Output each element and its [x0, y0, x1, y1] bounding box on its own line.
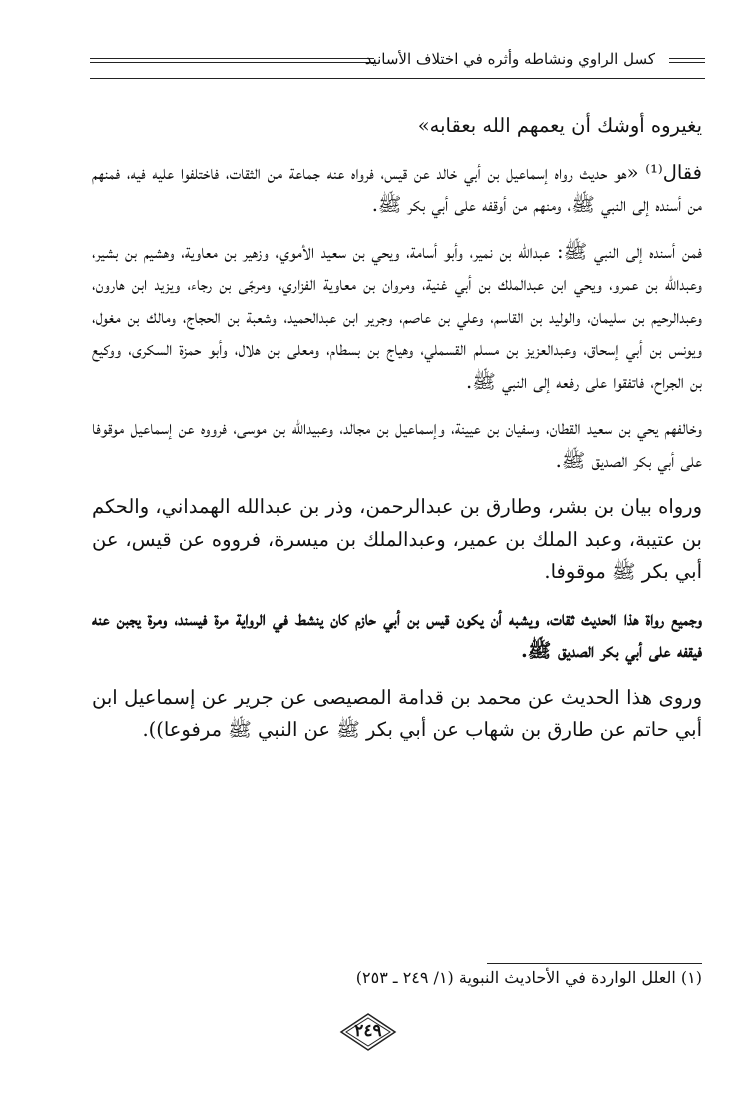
paragraph-bold: وجميع رواة هذا الحديث ثقات، ويشبه أن يكون قيس بن أبي حازم كان ينشط في الرواية مرة فيسند، ومرة يجبن عنه فيقفه على أبي بكر الصديق ﷺ. [92, 606, 702, 662]
header-ornament-left [90, 58, 374, 63]
header-rule [90, 78, 705, 79]
main-text [92, 110, 702, 761]
paragraph: وخالفهم يحي بن سعيد القطان، وسفيان بن عيينة، وإسماعيل بن مجالد، وعبيدالله بن موسى، فرووه عن إسماعيل موقوفا على أبي بكر الصديق ﷺ. [92, 416, 702, 472]
paragraph: يغيروه أوشك أن يعمهم الله بعقابه» [417, 114, 702, 137]
paragraph: ورواه بيان بن بشر، وطارق بن عبدالرحمن، وذر بن عبدالله الهمداني، والحكم بن عتيبة، وعبد الملك بن عمير، وعبدالملك بن ميسرة، فرووه عن قيس، عن أبي بكر ﷺ موقوفا. [92, 495, 702, 583]
footnote-rule [487, 963, 702, 964]
paragraph: فقال⁽¹⁾ «هو حديث رواه إسماعيل بن أبي خالد عن قيس، فرواه عنه جماعة من الثقات، فاختلفوا عليه فيه، فمنهم من أسنده إلى النبي ﷺ، ومنهم من أوقفه على أبي بكر ﷺ. [92, 160, 702, 216]
paragraph: فمن أسنده إلى النبي ﷺ: عبدالله بن نمير، وأبو أسامة، ويحي بن سعيد الأموي، وزهير بن معاوية، وهشيم بن بشير، وعبدالله بن عمرو، ويحي ابن عبدالملك بن أبي غنية، ومروان بن معاوية الفزاري، ومرجّى بن رجاء، ويزيد ابن هارون، وعبدالرحيم بن سليمان، والوليد بن القاسم، وعلي بن عاصم، وجرير ابن عبدالحميد، وشعبة بن الحجاج، ومالك بن مغول، ويونس بن أبي إسحاق، وعبدالعزيز بن مسلم القسملي، وهياج بن بسطام، ومعلى بن هلال، وأبو حمزة السكرى، ووكيع بن الجراح، فاتفقوا على رفعه إلى النبي ﷺ. [92, 239, 702, 393]
page-number-badge [338, 1012, 398, 1052]
running-header-title: كسل الراوي ونشاطه وأثره في اختلاف الأسانيد [364, 50, 655, 68]
footnote: (١) العلل الواردة في الأحاديث النبوية (١/ ٢٤٩ ـ ٢٥٣) [355, 968, 702, 987]
page-number: ٢٤٩ [354, 1021, 382, 1041]
running-header [90, 50, 705, 74]
paragraph: وروى هذا الحديث عن محمد بن قدامة المصيصى عن جرير عن إسماعيل ابن أبي حاتم عن طارق بن شهاب عن أبي بكر ﷺ عن النبي ﷺ مرفوعا)). [92, 685, 702, 741]
header-ornament-right [669, 58, 705, 63]
